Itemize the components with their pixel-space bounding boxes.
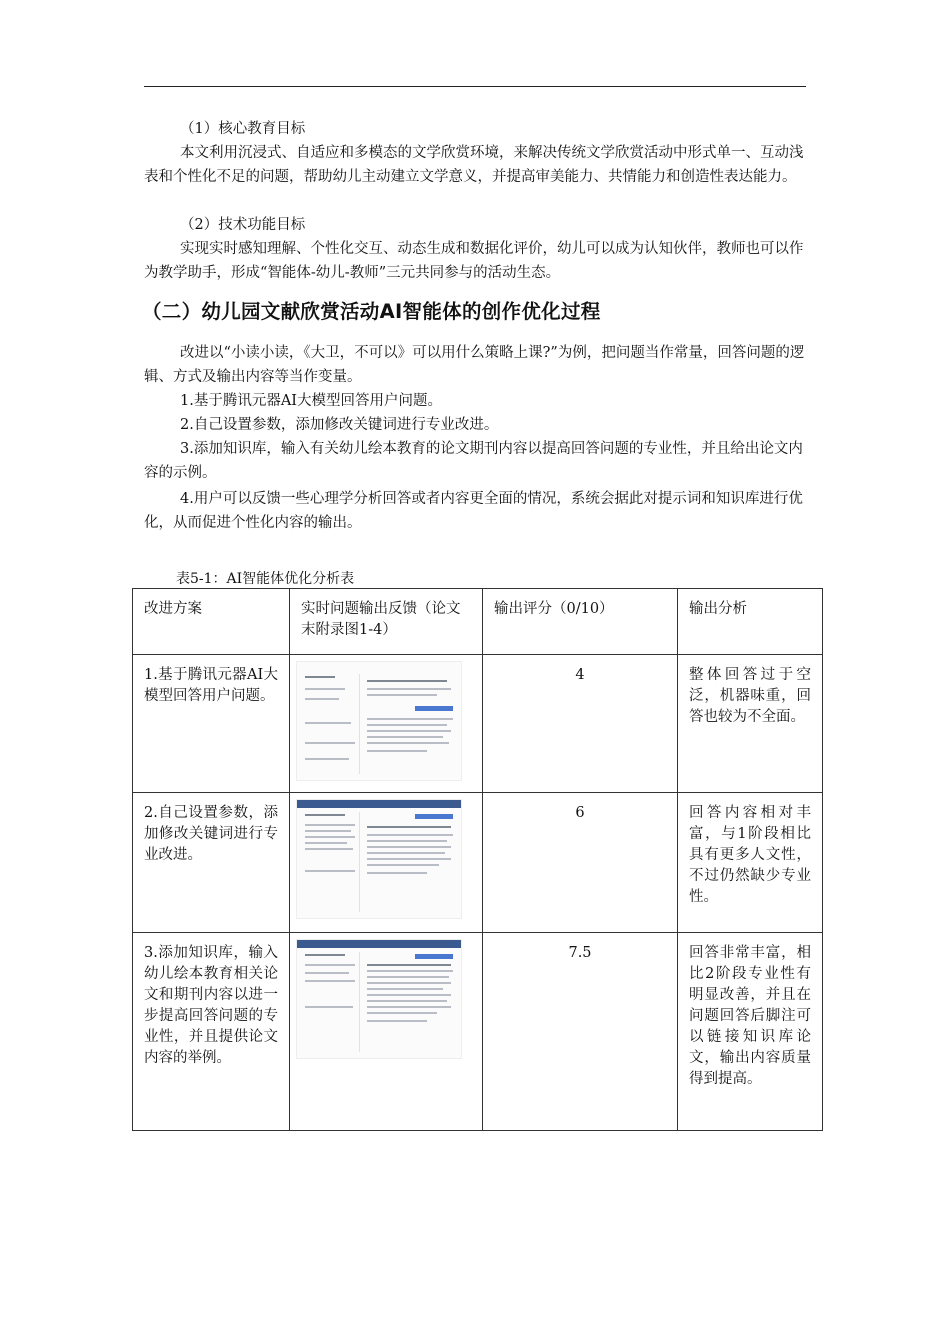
goal1-heading: （1）核心教育目标 xyxy=(180,121,306,137)
header-analysis: 输出分析 xyxy=(678,589,823,655)
section-heading: （二）幼儿园文献欣赏活动AI智能体的创作优化过程 xyxy=(142,300,601,323)
screenshot-thumbnail-1 xyxy=(296,661,462,781)
row1-analysis: 整体回答过于空泛，机器味重，回答也较为不全面。 xyxy=(678,655,823,793)
goal2-heading: （2）技术功能目标 xyxy=(180,217,306,233)
goal2-paragraph: 实现实时感知理解、个性化交互、动态生成和数据化评价，幼儿可以成为认知伙伴，教师也可以作为教学助手，形成“智能体-幼儿-教师”三元共同参与的活动生态。 xyxy=(144,241,804,281)
header-plan: 改进方案 xyxy=(133,589,290,655)
table-row xyxy=(133,793,823,933)
table-row xyxy=(133,933,823,1131)
header-rule xyxy=(144,86,806,87)
header-feedback: 实时问题输出反馈（论文末附录图1-4） xyxy=(290,589,483,655)
row2-feedback xyxy=(290,793,483,933)
table-caption: 表5-1：AI智能体优化分析表 xyxy=(176,571,355,587)
row3-score: 7.5 xyxy=(483,933,678,1131)
row3-plan: 3.添加知识库，输入幼儿绘本教育相关论文和期刊内容以进一步提高回答问题的专业性，并且提供论文内容的举例。 xyxy=(133,933,290,1131)
step-4: 4.用户可以反馈一些心理学分析回答或者内容更全面的情况，系统会据此对提示词和知识库进行优化，从而促进个性化内容的输出。 xyxy=(144,491,803,531)
row1-feedback xyxy=(290,655,483,793)
table-header-row xyxy=(133,589,823,655)
row1-plan: 1.基于腾讯元器AI大模型回答用户问题。 xyxy=(133,655,290,793)
row2-analysis: 回答内容相对丰富，与1阶段相比具有更多人文性，不过仍然缺少专业性。 xyxy=(678,793,823,933)
row1-score: 4 xyxy=(483,655,678,793)
row2-plan: 2.自己设置参数，添加修改关键词进行专业改进。 xyxy=(133,793,290,933)
step-1: 1.基于腾讯元器AI大模型回答用户问题。 xyxy=(180,393,443,409)
step-3: 3.添加知识库，输入有关幼儿绘本教育的论文期刊内容以提高回答问题的专业性，并且给出论文内容的示例。 xyxy=(144,441,803,481)
step-2: 2.自己设置参数，添加修改关键词进行专业改进。 xyxy=(180,417,499,433)
row3-analysis: 回答非常丰富，相比2阶段专业性有明显改善，并且在问题回答后脚注可以链接知识库论文，输出内容质量得到提高。 xyxy=(678,933,823,1131)
optimization-table xyxy=(132,588,823,1131)
row3-feedback xyxy=(290,933,483,1131)
row2-score: 6 xyxy=(483,793,678,933)
goal1-paragraph: 本文利用沉浸式、自适应和多模态的文学欣赏环境，来解决传统文学欣赏活动中形式单一、互动浅表和个性化不足的问题，帮助幼儿主动建立文学意义，并提高审美能力、共情能力和创造性表达能力。 xyxy=(144,145,804,185)
table-row xyxy=(133,655,823,793)
intro-paragraph: 改进以“小读小读，《大卫，不可以》可以用什么策略上课?”为例，把问题当作常量，回答问题的逻辑、方式及输出内容等当作变量。 xyxy=(144,345,805,385)
screenshot-thumbnail-3 xyxy=(296,939,462,1059)
header-score: 输出评分（0/10） xyxy=(483,589,678,655)
screenshot-thumbnail-2 xyxy=(296,799,462,919)
